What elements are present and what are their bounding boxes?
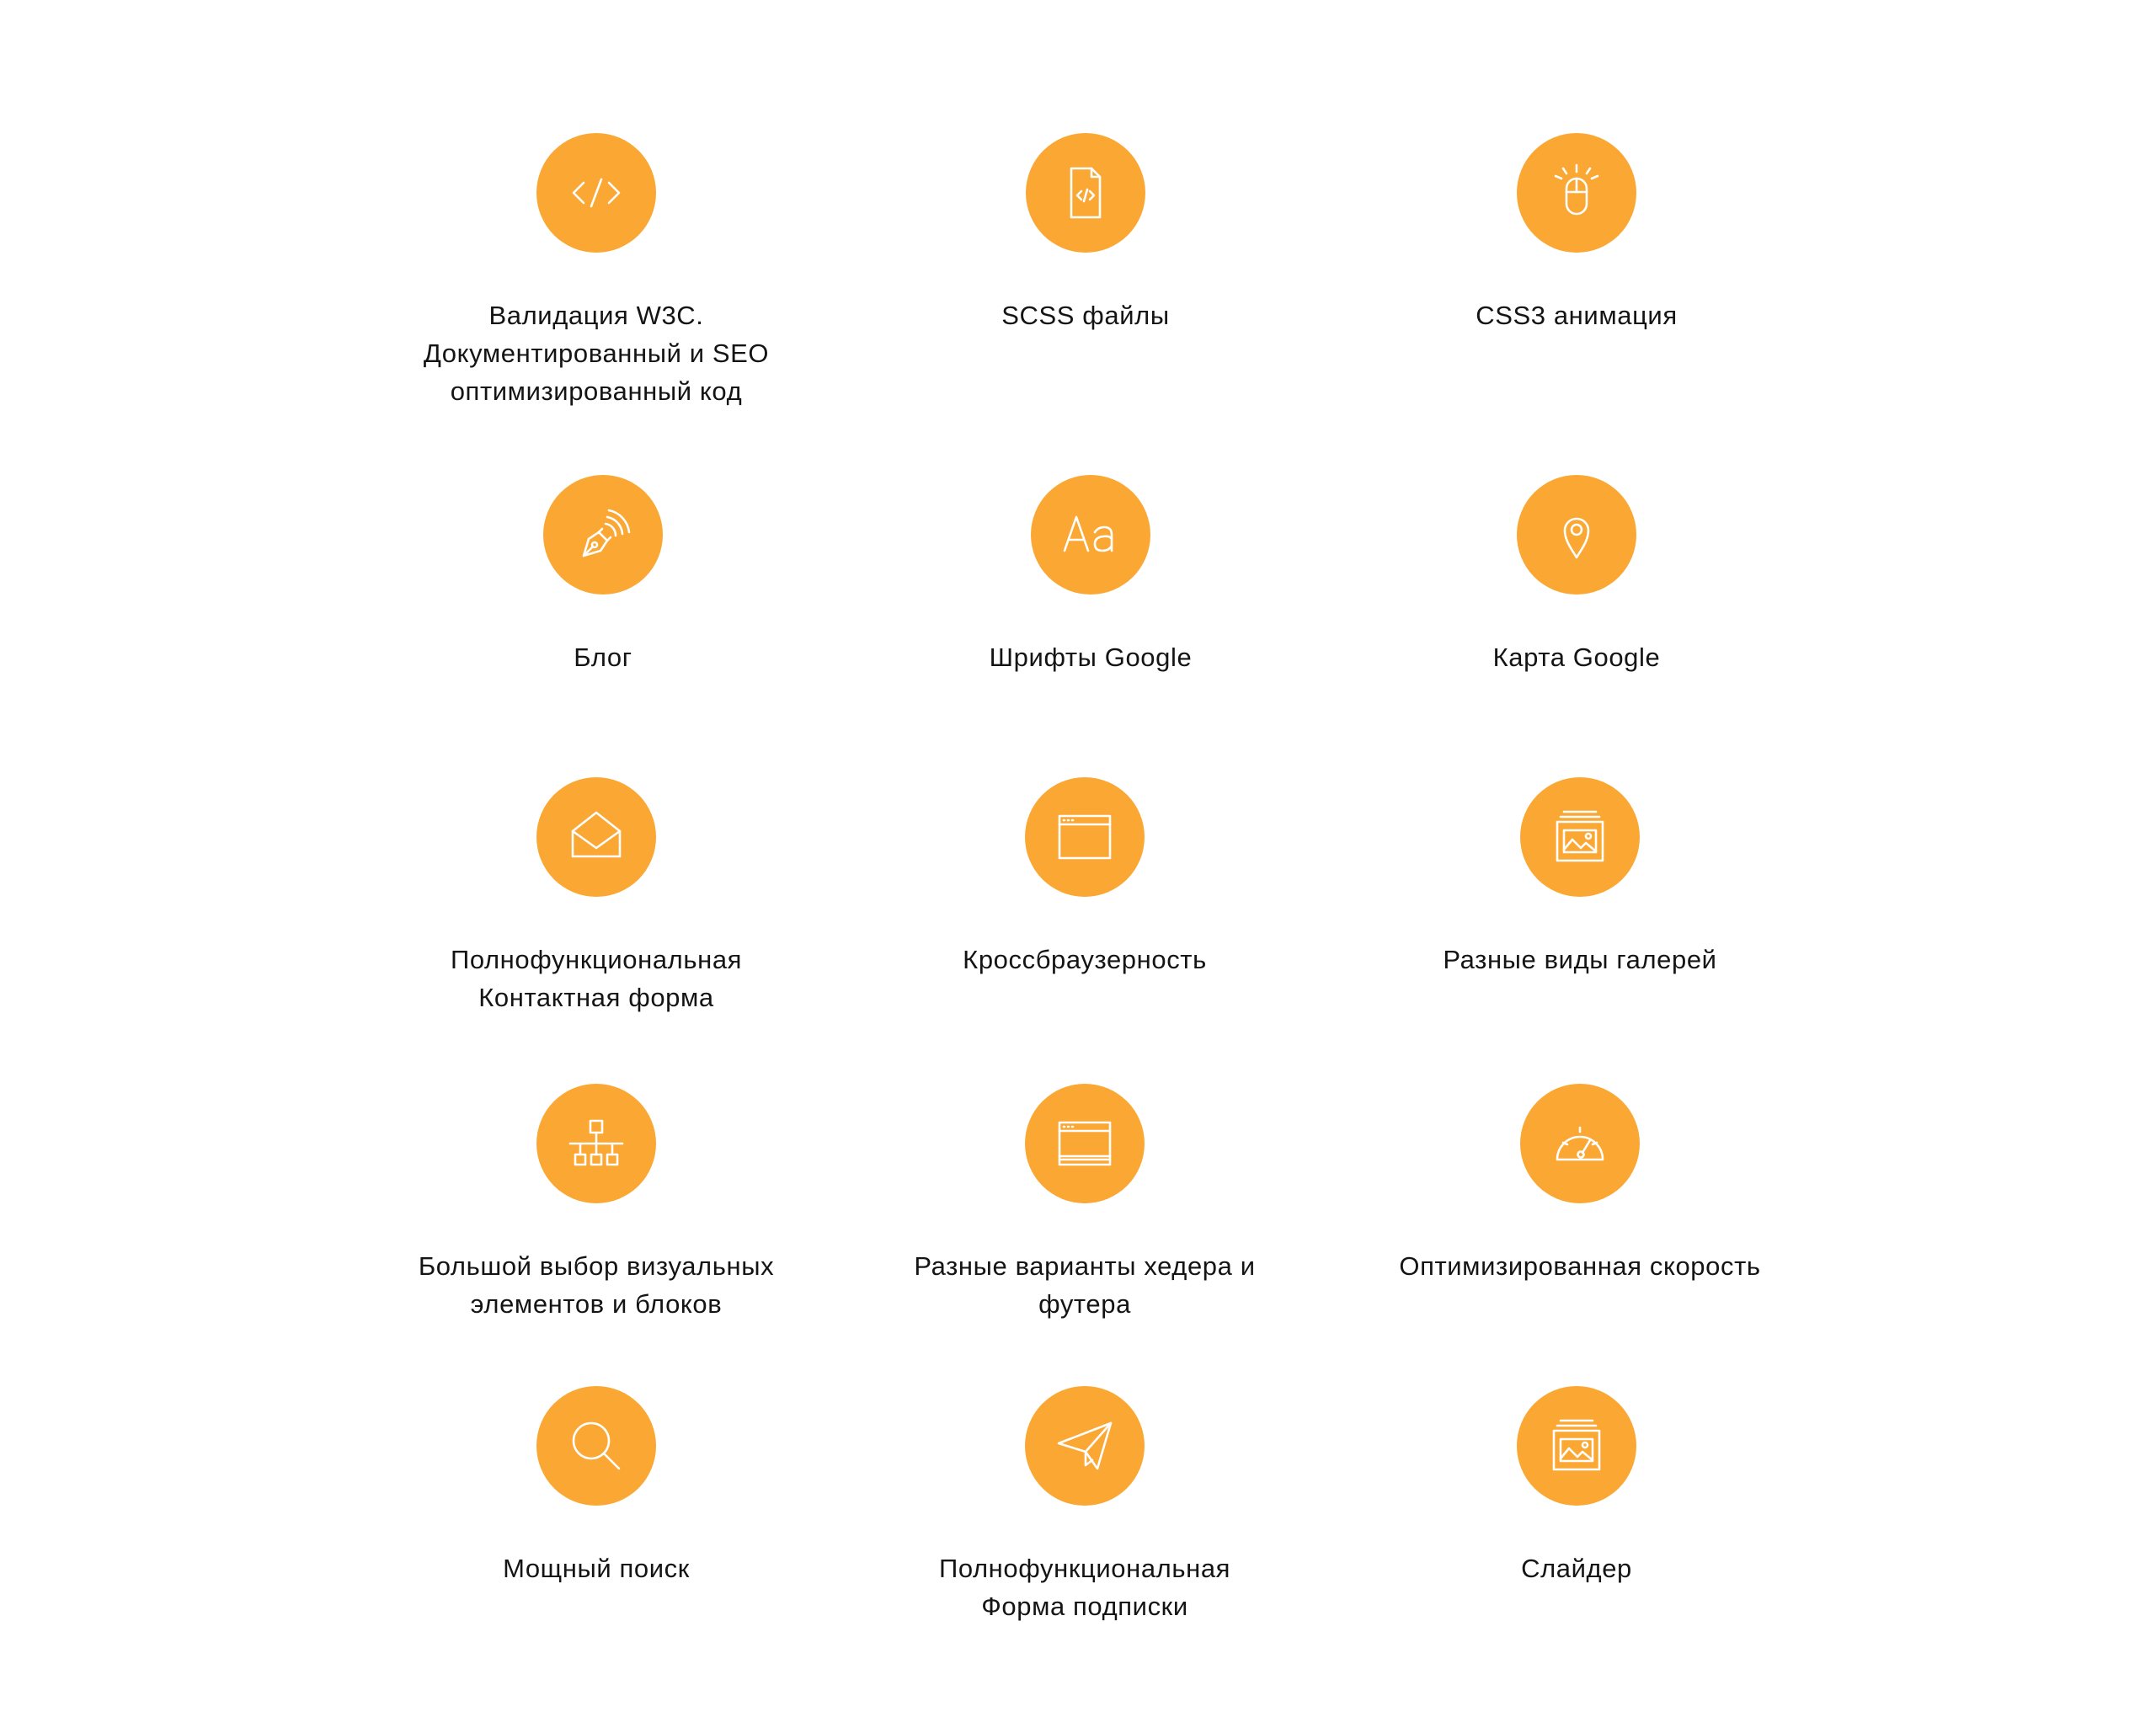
- envelope-icon: [536, 777, 656, 897]
- paper-plane-icon: [1025, 1386, 1145, 1506]
- feature-google-map: [1324, 475, 1829, 676]
- code-icon: [536, 133, 656, 253]
- feature-label: Карта Google: [1492, 643, 1661, 672]
- search-icon: [536, 1386, 656, 1506]
- font-icon: [1031, 475, 1150, 595]
- feature-label: Разные виды галерей: [1443, 945, 1717, 974]
- feature-label: Слайдер: [1521, 1554, 1632, 1583]
- feature-visual-elements: [344, 1084, 849, 1323]
- feature-label: SCSS файлы: [1001, 301, 1170, 330]
- feature-optimized-speed: [1327, 1084, 1833, 1285]
- layout-window-icon: [1025, 1084, 1145, 1203]
- feature-google-fonts: [838, 475, 1343, 676]
- feature-slider: [1324, 1386, 1829, 1587]
- feature-galleries: [1327, 777, 1833, 978]
- feature-label: Мощный поиск: [503, 1554, 690, 1583]
- feature-label: Блог: [574, 643, 632, 672]
- feature-subscribe-form: [832, 1386, 1337, 1625]
- pen-nib-icon: [543, 475, 663, 595]
- feature-label: Кроссбраузерность: [963, 945, 1207, 974]
- speedometer-icon: [1520, 1084, 1640, 1203]
- map-pin-icon: [1517, 475, 1636, 595]
- feature-label: Большой выбор визуальных элементов и блоков: [418, 1251, 775, 1319]
- browser-window-icon: [1025, 777, 1145, 897]
- feature-css3-animation: [1324, 133, 1829, 334]
- feature-label: CSS3 анимация: [1476, 301, 1678, 330]
- feature-cross-browser: [832, 777, 1337, 978]
- feature-label: Полнофункциональная Форма подписки: [938, 1554, 1231, 1621]
- feature-header-footer: [832, 1084, 1337, 1323]
- feature-label: Полнофункциональная Контактная форма: [450, 945, 743, 1012]
- feature-label: Оптимизированная скорость: [1399, 1251, 1761, 1281]
- feature-scss-files: [833, 133, 1338, 334]
- feature-blog: [350, 475, 856, 676]
- feature-label: Шрифты Google: [989, 643, 1193, 672]
- code-file-icon: [1026, 133, 1145, 253]
- feature-search: [344, 1386, 849, 1587]
- sitemap-icon: [536, 1084, 656, 1203]
- slider-icon: [1517, 1386, 1636, 1506]
- feature-label: Разные варианты хедера и футера: [914, 1251, 1256, 1319]
- feature-w3c-validation: [344, 133, 849, 410]
- feature-label: Валидация W3C. Документированный и SEO оптимизированный код: [423, 301, 770, 406]
- feature-contact-form: [344, 777, 849, 1016]
- mouse-icon: [1517, 133, 1636, 253]
- gallery-icon: [1520, 777, 1640, 897]
